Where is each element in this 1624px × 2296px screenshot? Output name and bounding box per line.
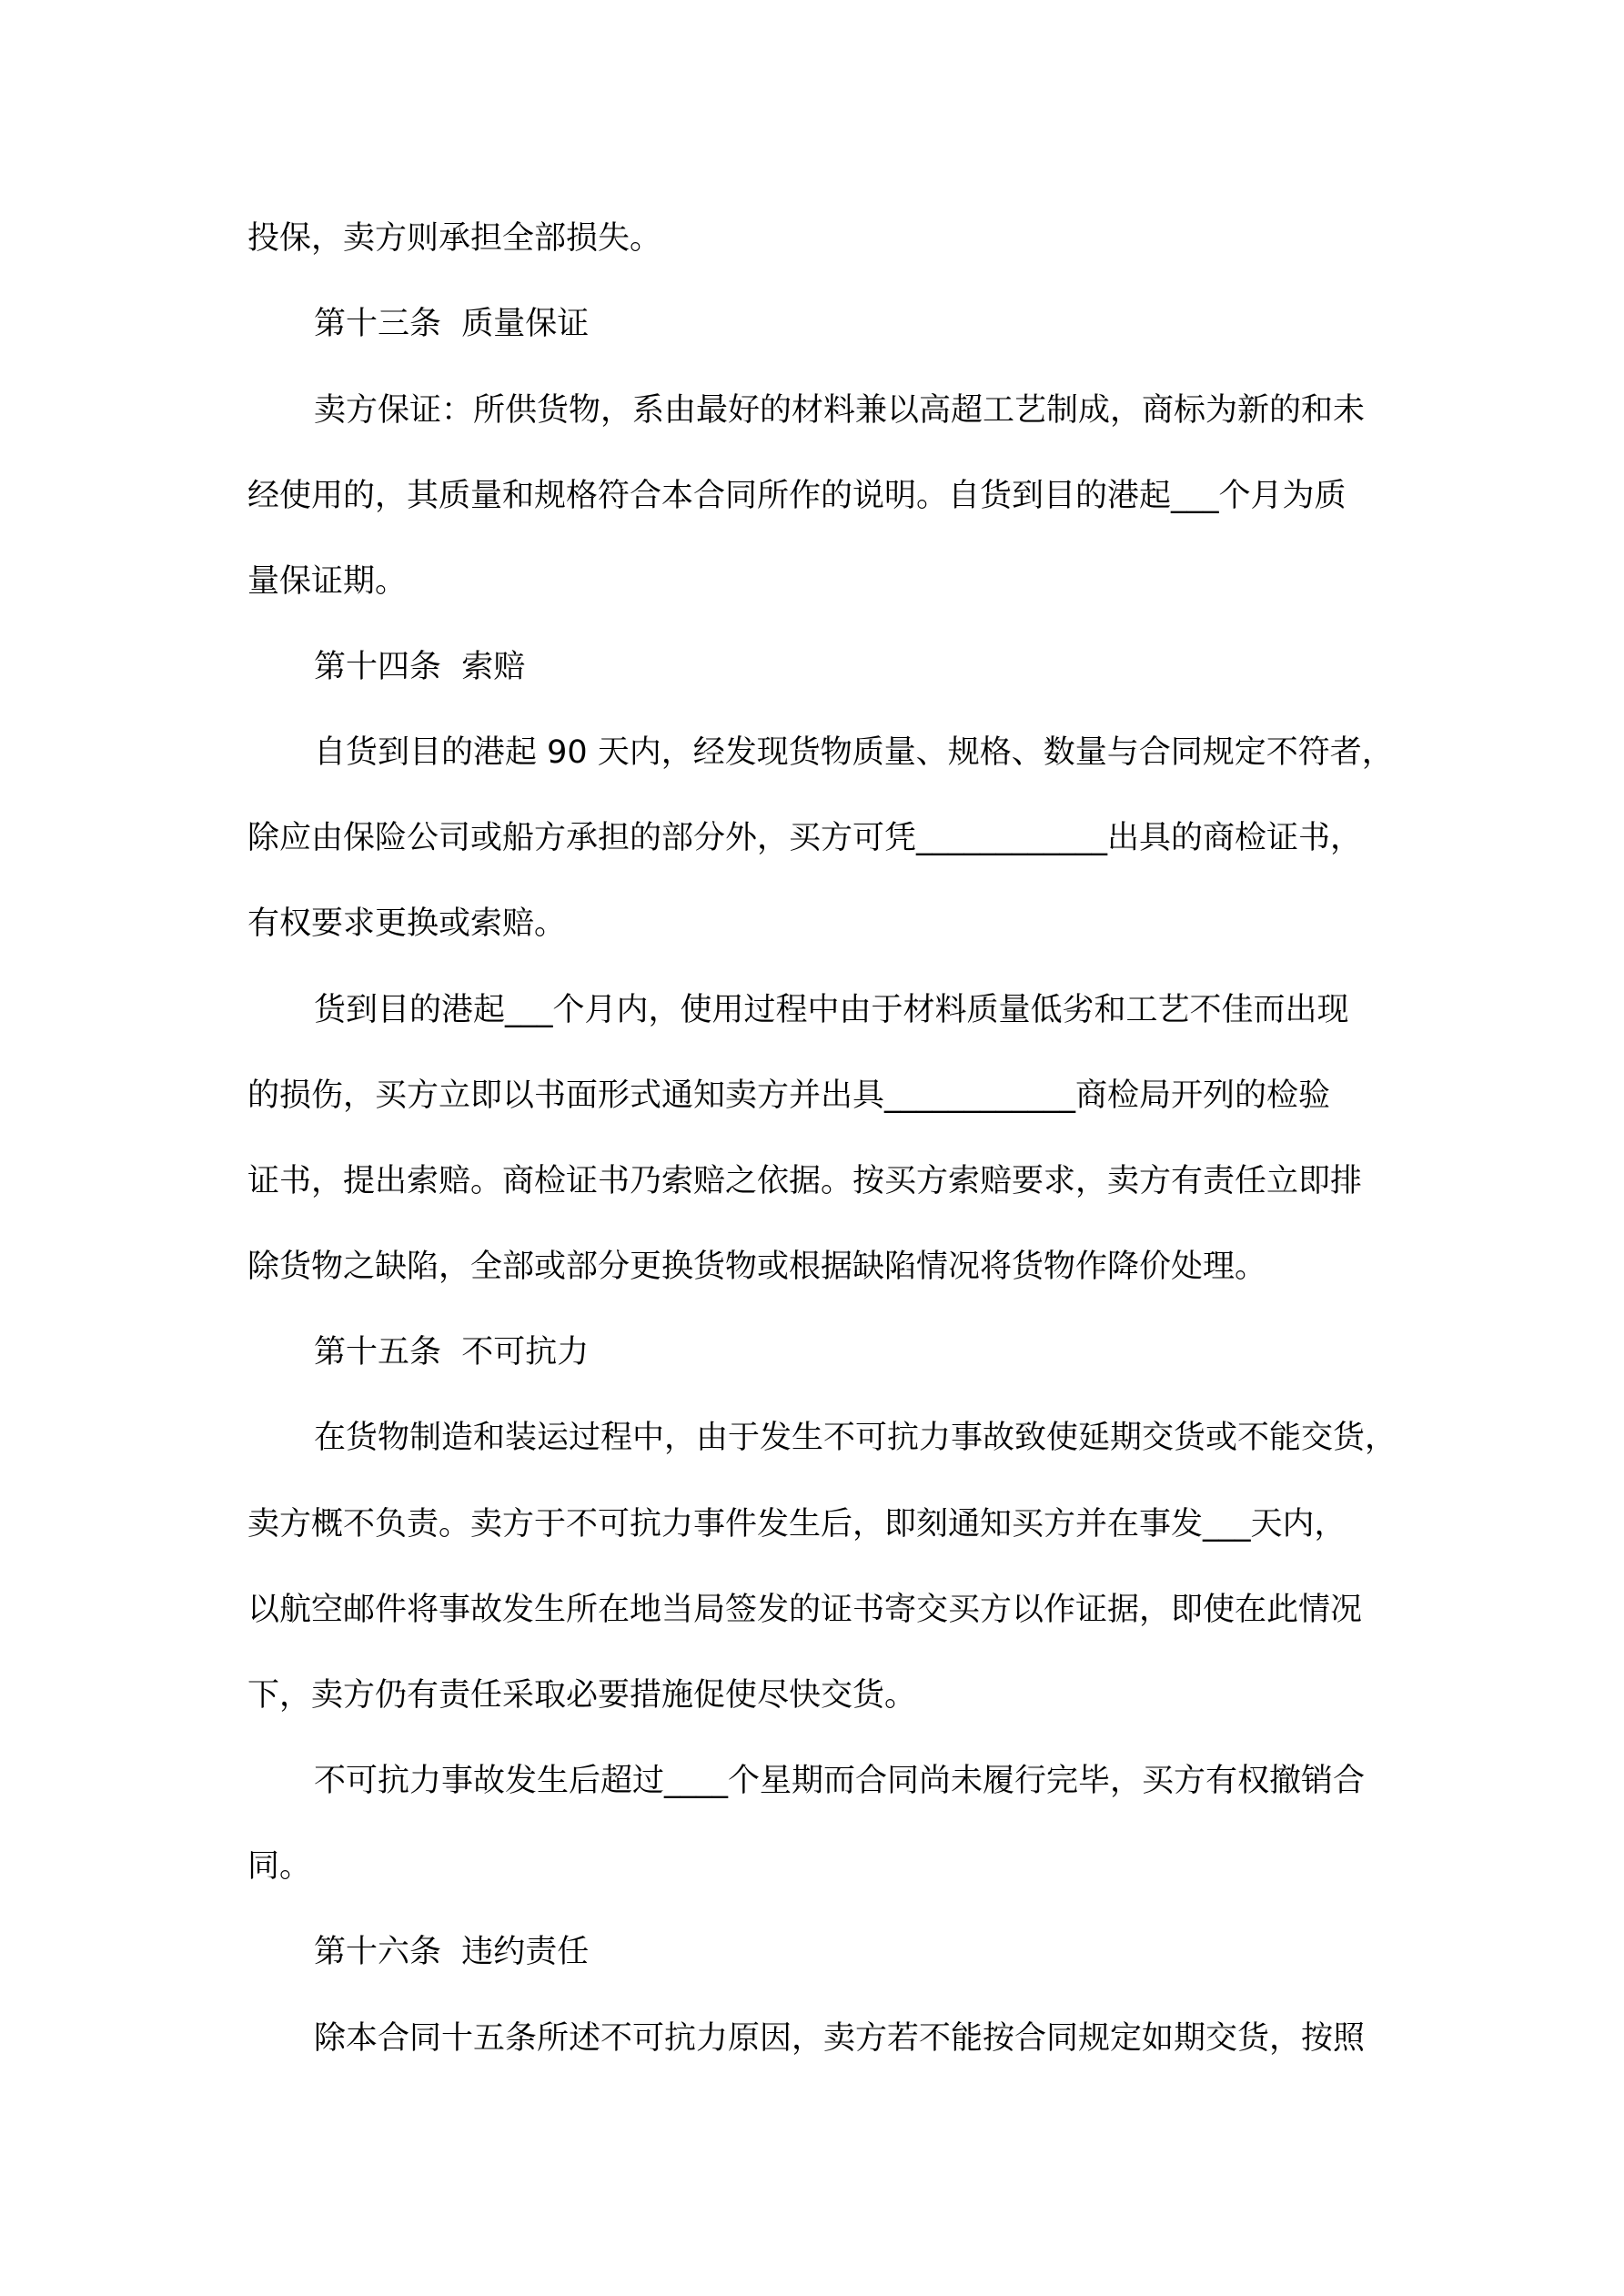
text-line: 投保，卖方则承担全部损失。 bbox=[247, 220, 662, 257]
text-line: 自货到目的港起 90 天内，经发现货物质量、规格、数量与合同规定不符者， bbox=[314, 734, 1394, 771]
text-line: 除本合同十五条所述不可抗力原因，卖方若不能按合同规定如期交货，按照 bbox=[314, 2020, 1366, 2057]
text-line: 以航空邮件将事故发生所在地当局签发的证书寄交买方以作证据，即使在此情况 bbox=[247, 1592, 1363, 1628]
clause-13-heading: 第十三条 质量保证 bbox=[314, 306, 590, 342]
text-line: 在货物制造和装运过程中，由于发生不可抗力事故致使延期交货或不能交货， bbox=[314, 1420, 1397, 1456]
text-line: 除货物之缺陷，全部或部分更换货物或根据缺陷情况将货物作降价处理。 bbox=[247, 1249, 1267, 1285]
text-line: 证书，提出索赔。商检证书乃索赔之依据。按买方索赔要求，卖方有责任立即排 bbox=[247, 1163, 1363, 1199]
text-line: 量保证期。 bbox=[247, 563, 408, 600]
text-line: 的损伤，买方立即以书面形式通知卖方并出具____________商检局开列的检验 bbox=[247, 1077, 1331, 1114]
text-line: 除应由保险公司或船方承担的部分外，买方可凭____________出具的商检证书， bbox=[247, 820, 1363, 856]
clause-15-heading: 第十五条 不可抗力 bbox=[314, 1334, 590, 1371]
text-line: 下，卖方仍有责任采取必要措施促使尽快交货。 bbox=[247, 1677, 917, 1714]
text-line: 不可抗力事故发生后超过____个星期而合同尚未履行完毕，买方有权撤销合 bbox=[314, 1763, 1366, 1799]
clause-16-heading: 第十六条 违约责任 bbox=[314, 1934, 590, 1970]
text-line: 卖方概不负责。卖方于不可抗力事件发生后，即刻通知买方并在事发___天内， bbox=[247, 1506, 1347, 1542]
clause-14-heading: 第十四条 索赔 bbox=[314, 649, 526, 685]
text-line: 有权要求更换或索赔。 bbox=[247, 905, 567, 942]
text-line: 卖方保证：所供货物，系由最好的材料兼以高超工艺制成，商标为新的和未 bbox=[314, 392, 1366, 429]
text-line: 货到目的港起___个月内，使用过程中由于材料质量低劣和工艺不佳而出现 bbox=[314, 992, 1349, 1028]
text-line: 经使用的，其质量和规格符合本合同所作的说明。自货到目的港起___个月为质 bbox=[247, 478, 1347, 514]
text-line: 同。 bbox=[247, 1848, 312, 1885]
